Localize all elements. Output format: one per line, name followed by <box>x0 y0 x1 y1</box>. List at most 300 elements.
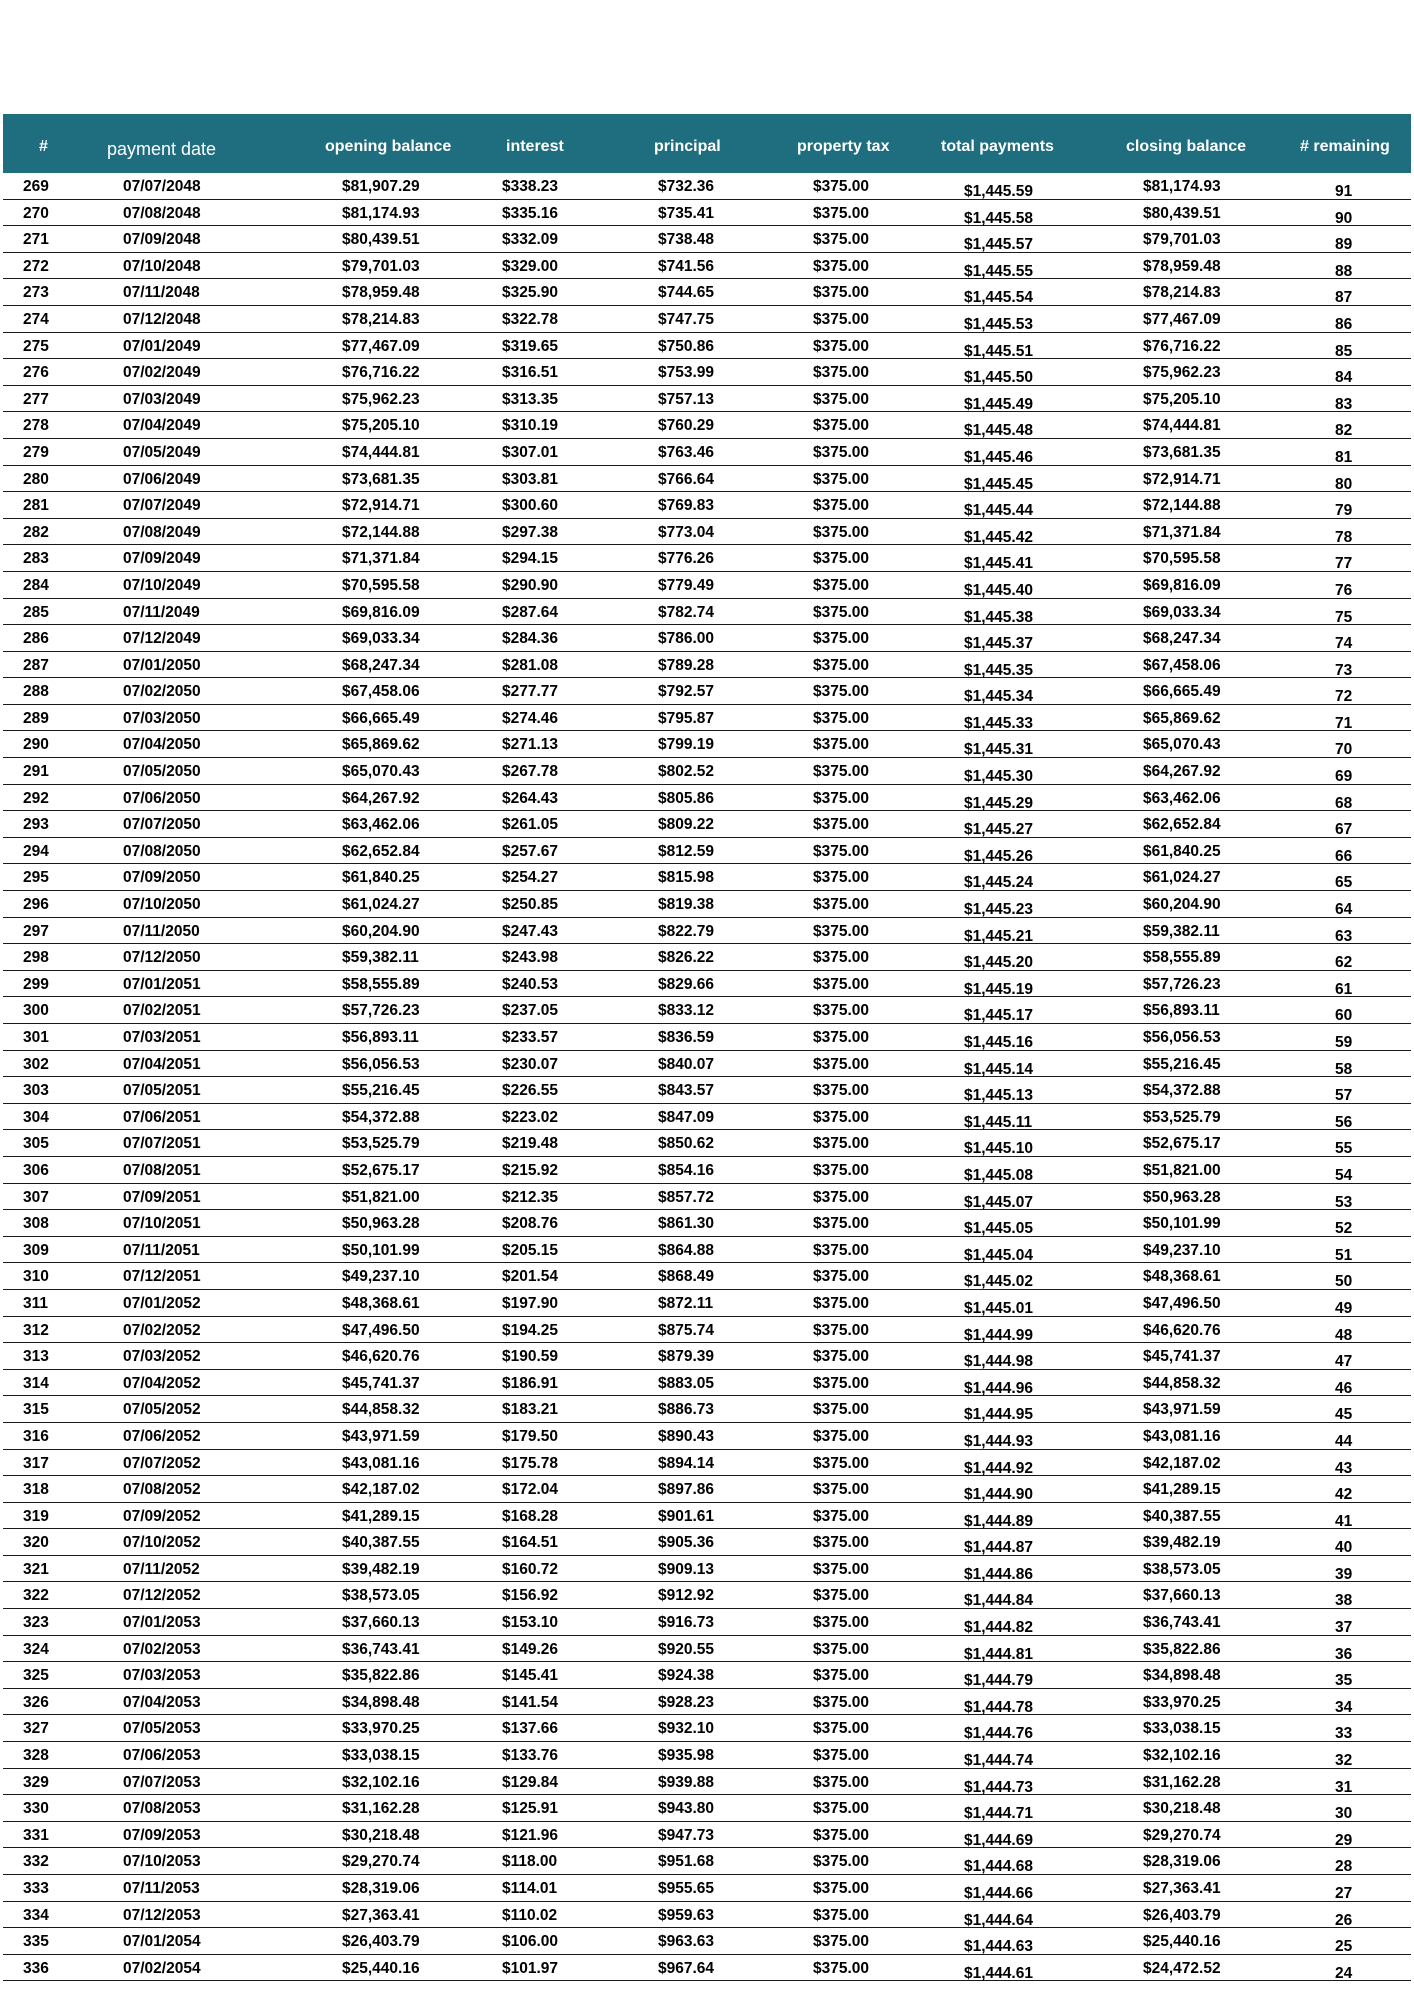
table-row <box>3 572 1411 599</box>
payments-remaining-cell: 47 <box>1335 1353 1353 1371</box>
property-tax-cell: $375.00 <box>813 603 870 621</box>
table-row <box>3 1370 1411 1397</box>
closing-balance-cell: $43,081.16 <box>1143 1427 1221 1445</box>
principal-cell: $850.62 <box>658 1135 715 1153</box>
closing-balance-cell: $41,289.15 <box>1143 1481 1221 1499</box>
table-row <box>3 1450 1411 1477</box>
interest-cell: $153.10 <box>502 1614 559 1632</box>
closing-balance-cell: $75,205.10 <box>1143 390 1221 408</box>
opening-balance-cell: $30,218.48 <box>342 1826 420 1844</box>
row-number-cell: 304 <box>23 1108 49 1126</box>
interest-cell: $284.36 <box>502 630 559 648</box>
opening-balance-cell: $48,368.61 <box>342 1294 420 1312</box>
opening-balance-cell: $75,205.10 <box>342 417 420 435</box>
principal-cell: $879.39 <box>658 1348 715 1366</box>
closing-balance-cell: $63,462.06 <box>1143 789 1221 807</box>
payments-remaining-cell: 67 <box>1335 821 1353 839</box>
row-number-cell: 303 <box>23 1082 49 1100</box>
table-row <box>3 173 1411 200</box>
row-number-cell: 313 <box>23 1348 49 1366</box>
opening-balance-cell: $64,267.92 <box>342 789 420 807</box>
total-payments-cell: $1,445.33 <box>964 714 1033 732</box>
table-body <box>3 173 1411 1981</box>
principal-cell: $955.65 <box>658 1880 715 1897</box>
interest-cell: $240.53 <box>502 975 559 993</box>
table-row <box>3 1609 1411 1636</box>
principal-cell: $769.83 <box>658 497 715 515</box>
payments-remaining-cell: 77 <box>1335 555 1353 573</box>
table-row <box>3 1636 1411 1663</box>
closing-balance-cell: $67,458.06 <box>1143 656 1221 674</box>
property-tax-cell: $375.00 <box>813 1906 870 1924</box>
row-number-cell: 326 <box>23 1693 49 1711</box>
payment-date-cell: 07/12/2051 <box>123 1268 201 1286</box>
payments-remaining-cell: 53 <box>1335 1193 1353 1211</box>
total-payments-cell: $1,445.44 <box>964 502 1033 520</box>
total-payments-cell: $1,445.01 <box>964 1299 1033 1317</box>
total-payments-cell: $1,444.71 <box>964 1805 1033 1823</box>
closing-balance-cell: $56,056.53 <box>1143 1029 1221 1046</box>
row-number-cell: 333 <box>23 1880 49 1897</box>
payment-date-cell: 07/03/2050 <box>123 709 201 727</box>
table-row <box>3 838 1411 865</box>
property-tax-cell: $375.00 <box>813 1959 870 1977</box>
property-tax-cell: $375.00 <box>813 656 870 674</box>
closing-balance-cell: $50,101.99 <box>1143 1215 1221 1233</box>
payments-remaining-cell: 33 <box>1335 1725 1353 1743</box>
row-number-cell: 272 <box>23 257 49 275</box>
property-tax-cell: $375.00 <box>813 683 870 701</box>
property-tax-cell: $375.00 <box>813 1188 870 1206</box>
opening-balance-cell: $81,174.93 <box>342 204 420 222</box>
property-tax-cell: $375.00 <box>813 1587 870 1605</box>
opening-balance-cell: $65,869.62 <box>342 736 420 754</box>
payments-remaining-cell: 76 <box>1335 581 1353 599</box>
total-payments-cell: $1,445.19 <box>964 980 1033 998</box>
row-number-cell: 296 <box>23 896 49 914</box>
row-number-cell: 310 <box>23 1268 49 1286</box>
payment-date-cell: 07/08/2050 <box>123 842 201 860</box>
total-payments-cell: $1,445.48 <box>964 422 1033 440</box>
payments-remaining-cell: 84 <box>1335 369 1353 387</box>
row-number-cell: 270 <box>23 204 49 222</box>
closing-balance-cell: $50,963.28 <box>1143 1188 1221 1206</box>
interest-cell: $215.92 <box>502 1161 559 1179</box>
table-row <box>3 359 1411 386</box>
total-payments-cell: $1,445.40 <box>964 581 1033 599</box>
closing-balance-cell: $65,070.43 <box>1143 736 1221 754</box>
table-row <box>3 1902 1411 1929</box>
interest-cell: $233.57 <box>502 1029 559 1046</box>
total-payments-cell: $1,444.76 <box>964 1725 1033 1743</box>
property-tax-cell: $375.00 <box>813 364 870 382</box>
principal-cell: $901.61 <box>658 1507 715 1525</box>
closing-balance-cell: $79,701.03 <box>1143 231 1221 249</box>
payment-date-cell: 07/01/2052 <box>123 1294 201 1312</box>
principal-cell: $809.22 <box>658 816 715 834</box>
row-number-cell: 277 <box>23 390 49 408</box>
table-row <box>3 1077 1411 1104</box>
total-payments-cell: $1,444.93 <box>964 1432 1033 1450</box>
payments-remaining-cell: 61 <box>1335 980 1353 998</box>
payment-date-cell: 07/12/2052 <box>123 1587 201 1605</box>
row-number-cell: 285 <box>23 603 49 621</box>
total-payments-cell: $1,445.37 <box>964 635 1033 653</box>
row-number-cell: 294 <box>23 842 49 860</box>
row-number-cell: 289 <box>23 709 49 727</box>
table-row <box>3 1928 1411 1955</box>
payments-remaining-cell: 80 <box>1335 475 1353 493</box>
total-payments-cell: $1,444.78 <box>964 1698 1033 1716</box>
payments-remaining-cell: 46 <box>1335 1379 1353 1397</box>
closing-balance-cell: $28,319.06 <box>1143 1853 1221 1871</box>
payment-date-cell: 07/10/2053 <box>123 1853 201 1871</box>
table-row <box>3 1582 1411 1609</box>
row-number-cell: 281 <box>23 497 49 515</box>
payments-remaining-cell: 90 <box>1335 209 1353 227</box>
table-row <box>3 1503 1411 1530</box>
table-row <box>3 306 1411 333</box>
payments-remaining-cell: 49 <box>1335 1299 1353 1317</box>
row-number-cell: 273 <box>23 284 49 302</box>
row-number-cell: 327 <box>23 1720 49 1738</box>
closing-balance-cell: $46,620.76 <box>1143 1321 1221 1339</box>
opening-balance-cell: $26,403.79 <box>342 1933 420 1951</box>
property-tax-cell: $375.00 <box>813 1082 870 1100</box>
property-tax-cell: $375.00 <box>813 1933 870 1951</box>
payment-date-cell: 07/07/2050 <box>123 816 201 834</box>
col-header-principal: principal <box>654 138 721 155</box>
payments-remaining-cell: 52 <box>1335 1220 1353 1238</box>
table-row <box>3 1476 1411 1503</box>
payment-date-cell: 07/05/2051 <box>123 1082 201 1100</box>
row-number-cell: 274 <box>23 310 49 328</box>
property-tax-cell: $375.00 <box>813 284 870 302</box>
total-payments-cell: $1,445.10 <box>964 1140 1033 1158</box>
principal-cell: $799.19 <box>658 736 715 754</box>
table-row <box>3 519 1411 546</box>
principal-cell: $747.75 <box>658 310 715 328</box>
property-tax-cell: $375.00 <box>813 869 870 887</box>
payments-remaining-cell: 75 <box>1335 608 1353 626</box>
payment-date-cell: 07/11/2052 <box>123 1560 200 1578</box>
opening-balance-cell: $78,214.83 <box>342 310 420 328</box>
payments-remaining-cell: 82 <box>1335 422 1353 440</box>
payments-remaining-cell: 70 <box>1335 741 1353 759</box>
col-header-interest: interest <box>506 138 564 155</box>
property-tax-cell: $375.00 <box>813 1321 870 1339</box>
closing-balance-cell: $52,675.17 <box>1143 1135 1221 1153</box>
interest-cell: $261.05 <box>502 816 559 834</box>
payment-date-cell: 07/08/2048 <box>123 204 201 222</box>
row-number-cell: 316 <box>23 1427 49 1445</box>
principal-cell: $789.28 <box>658 656 715 674</box>
opening-balance-cell: $52,675.17 <box>342 1161 420 1179</box>
payment-date-cell: 07/09/2049 <box>123 550 201 568</box>
payment-date-cell: 07/11/2053 <box>123 1880 200 1897</box>
principal-cell: $822.79 <box>658 922 715 940</box>
opening-balance-cell: $51,821.00 <box>342 1188 420 1206</box>
principal-cell: $792.57 <box>658 683 715 701</box>
payment-date-cell: 07/12/2050 <box>123 949 201 967</box>
principal-cell: $883.05 <box>658 1374 715 1392</box>
property-tax-cell: $375.00 <box>813 1029 870 1046</box>
total-payments-cell: $1,445.21 <box>964 927 1033 945</box>
col-header-opening-balance: opening balance <box>325 138 452 155</box>
property-tax-cell: $375.00 <box>813 975 870 993</box>
row-number-cell: 291 <box>23 763 49 781</box>
closing-balance-cell: $81,174.93 <box>1143 178 1221 195</box>
payments-remaining-cell: 64 <box>1335 901 1353 919</box>
opening-balance-cell: $71,371.84 <box>342 550 420 568</box>
total-payments-cell: $1,445.24 <box>964 874 1033 892</box>
principal-cell: $829.66 <box>658 975 715 993</box>
principal-cell: $782.74 <box>658 603 715 621</box>
property-tax-cell: $375.00 <box>813 417 870 435</box>
property-tax-cell: $375.00 <box>813 470 870 488</box>
closing-balance-cell: $39,482.19 <box>1143 1534 1221 1552</box>
principal-cell: $843.57 <box>658 1082 715 1100</box>
opening-balance-cell: $31,162.28 <box>342 1800 420 1818</box>
closing-balance-cell: $78,214.83 <box>1143 284 1221 302</box>
payments-remaining-cell: 57 <box>1335 1087 1353 1105</box>
table-row <box>3 1848 1411 1875</box>
total-payments-cell: $1,444.81 <box>964 1645 1033 1663</box>
payments-remaining-cell: 39 <box>1335 1565 1353 1583</box>
total-payments-cell: $1,445.38 <box>964 608 1033 626</box>
row-number-cell: 309 <box>23 1241 49 1259</box>
payment-date-cell: 07/11/2051 <box>123 1241 200 1259</box>
interest-cell: $271.13 <box>502 736 559 754</box>
table-row <box>3 731 1411 758</box>
closing-balance-cell: $37,660.13 <box>1143 1587 1221 1605</box>
interest-cell: $201.54 <box>502 1268 559 1286</box>
principal-cell: $897.86 <box>658 1481 715 1499</box>
table-row <box>3 864 1411 891</box>
payments-remaining-cell: 50 <box>1335 1273 1353 1291</box>
principal-cell: $732.36 <box>658 178 715 195</box>
closing-balance-cell: $57,726.23 <box>1143 975 1221 993</box>
col-header-total-payments: total payments <box>941 138 1054 155</box>
opening-balance-cell: $58,555.89 <box>342 975 420 993</box>
interest-cell: $290.90 <box>502 576 559 594</box>
interest-cell: $335.16 <box>502 204 559 222</box>
opening-balance-cell: $56,893.11 <box>342 1029 419 1046</box>
opening-balance-cell: $72,914.71 <box>342 497 420 515</box>
principal-cell: $802.52 <box>658 763 715 781</box>
interest-cell: $208.76 <box>502 1215 559 1233</box>
interest-cell: $141.54 <box>502 1693 559 1711</box>
interest-cell: $338.23 <box>502 178 559 195</box>
closing-balance-cell: $42,187.02 <box>1143 1454 1221 1472</box>
opening-balance-cell: $75,962.23 <box>342 390 420 408</box>
property-tax-cell: $375.00 <box>813 1640 870 1658</box>
payments-remaining-cell: 43 <box>1335 1459 1353 1477</box>
opening-balance-cell: $74,444.81 <box>342 443 420 461</box>
payment-date-cell: 07/06/2053 <box>123 1747 201 1765</box>
principal-cell: $847.09 <box>658 1108 715 1126</box>
closing-balance-cell: $32,102.16 <box>1143 1747 1221 1765</box>
principal-cell: $890.43 <box>658 1427 715 1445</box>
principal-cell: $905.36 <box>658 1534 715 1552</box>
property-tax-cell: $375.00 <box>813 390 870 408</box>
principal-cell: $812.59 <box>658 842 715 860</box>
property-tax-cell: $375.00 <box>813 257 870 275</box>
total-payments-cell: $1,445.11 <box>964 1113 1033 1131</box>
interest-cell: $190.59 <box>502 1348 559 1366</box>
principal-cell: $947.73 <box>658 1826 715 1844</box>
total-payments-cell: $1,445.14 <box>964 1060 1033 1078</box>
principal-cell: $854.16 <box>658 1161 715 1179</box>
table-row <box>3 811 1411 838</box>
total-payments-cell: $1,444.68 <box>964 1858 1033 1876</box>
row-number-cell: 328 <box>23 1747 49 1765</box>
closing-balance-cell: $74,444.81 <box>1143 417 1221 435</box>
payments-remaining-cell: 44 <box>1335 1432 1353 1450</box>
total-payments-cell: $1,445.30 <box>964 768 1033 786</box>
payment-date-cell: 07/02/2054 <box>123 1959 201 1977</box>
payment-date-cell: 07/07/2053 <box>123 1773 201 1791</box>
property-tax-cell: $375.00 <box>813 1747 870 1765</box>
total-payments-cell: $1,445.58 <box>964 209 1033 227</box>
payment-date-cell: 07/02/2051 <box>123 1002 201 1020</box>
total-payments-cell: $1,445.34 <box>964 688 1033 706</box>
row-number-cell: 279 <box>23 443 49 461</box>
property-tax-cell: $375.00 <box>813 523 870 541</box>
payments-remaining-cell: 88 <box>1335 262 1353 280</box>
closing-balance-cell: $77,467.09 <box>1143 310 1221 328</box>
table-header <box>3 114 1411 173</box>
opening-balance-cell: $55,216.45 <box>342 1082 420 1100</box>
col-header-property-tax: property tax <box>797 138 890 155</box>
payments-remaining-cell: 87 <box>1335 289 1353 307</box>
payments-remaining-cell: 69 <box>1335 768 1353 786</box>
principal-cell: $875.74 <box>658 1321 715 1339</box>
total-payments-cell: $1,445.35 <box>964 661 1033 679</box>
total-payments-cell: $1,445.31 <box>964 741 1033 759</box>
table-row <box>3 918 1411 945</box>
principal-cell: $760.29 <box>658 417 715 435</box>
property-tax-cell: $375.00 <box>813 1135 870 1153</box>
interest-cell: $101.97 <box>502 1959 559 1977</box>
closing-balance-cell: $60,204.90 <box>1143 896 1221 914</box>
total-payments-cell: $1,444.86 <box>964 1565 1033 1583</box>
table-row <box>3 1742 1411 1769</box>
principal-cell: $924.38 <box>658 1667 715 1685</box>
opening-balance-cell: $80,439.51 <box>342 231 420 249</box>
closing-balance-cell: $69,816.09 <box>1143 576 1221 594</box>
opening-balance-cell: $47,496.50 <box>342 1321 420 1339</box>
principal-cell: $795.87 <box>658 709 715 727</box>
closing-balance-cell: $56,893.11 <box>1143 1002 1220 1020</box>
total-payments-cell: $1,445.29 <box>964 794 1033 812</box>
interest-cell: $179.50 <box>502 1427 559 1445</box>
table-row <box>3 200 1411 227</box>
payment-date-cell: 07/01/2054 <box>123 1933 201 1951</box>
closing-balance-cell: $49,237.10 <box>1143 1241 1221 1259</box>
opening-balance-cell: $34,898.48 <box>342 1693 420 1711</box>
total-payments-cell: $1,445.49 <box>964 395 1033 413</box>
interest-cell: $294.15 <box>502 550 559 568</box>
principal-cell: $939.88 <box>658 1773 715 1791</box>
closing-balance-cell: $72,914.71 <box>1143 470 1221 488</box>
table-row <box>3 944 1411 971</box>
table-row <box>3 1263 1411 1290</box>
property-tax-cell: $375.00 <box>813 1880 870 1897</box>
interest-cell: $223.02 <box>502 1108 559 1126</box>
payments-remaining-cell: 83 <box>1335 395 1353 413</box>
row-number-cell: 332 <box>23 1853 49 1871</box>
payments-remaining-cell: 71 <box>1335 714 1353 732</box>
closing-balance-cell: $76,716.22 <box>1143 337 1221 355</box>
interest-cell: $118.00 <box>502 1853 558 1871</box>
row-number-cell: 320 <box>23 1534 49 1552</box>
property-tax-cell: $375.00 <box>813 1693 870 1711</box>
payment-date-cell: 07/08/2051 <box>123 1161 201 1179</box>
row-number-cell: 275 <box>23 337 49 355</box>
closing-balance-cell: $25,440.16 <box>1143 1933 1221 1951</box>
property-tax-cell: $375.00 <box>813 1374 870 1392</box>
row-number-cell: 311 <box>23 1294 49 1312</box>
principal-cell: $744.65 <box>658 284 715 302</box>
opening-balance-cell: $81,907.29 <box>342 178 420 195</box>
row-number-cell: 292 <box>23 789 49 807</box>
total-payments-cell: $1,444.87 <box>964 1539 1033 1557</box>
table-row <box>3 279 1411 306</box>
payments-remaining-cell: 32 <box>1335 1752 1353 1770</box>
interest-cell: $313.35 <box>502 390 559 408</box>
total-payments-cell: $1,444.95 <box>964 1406 1033 1424</box>
property-tax-cell: $375.00 <box>813 1268 870 1286</box>
property-tax-cell: $375.00 <box>813 1800 870 1818</box>
closing-balance-cell: $30,218.48 <box>1143 1800 1221 1818</box>
table-row <box>3 1343 1411 1370</box>
opening-balance-cell: $27,363.41 <box>342 1906 420 1924</box>
row-number-cell: 306 <box>23 1161 49 1179</box>
opening-balance-cell: $60,204.90 <box>342 922 420 940</box>
opening-balance-cell: $65,070.43 <box>342 763 420 781</box>
opening-balance-cell: $77,467.09 <box>342 337 420 355</box>
total-payments-cell: $1,444.98 <box>964 1353 1033 1371</box>
closing-balance-cell: $44,858.32 <box>1143 1374 1221 1392</box>
interest-cell: $307.01 <box>502 443 559 461</box>
closing-balance-cell: $45,741.37 <box>1143 1348 1221 1366</box>
closing-balance-cell: $61,024.27 <box>1143 869 1221 887</box>
opening-balance-cell: $67,458.06 <box>342 683 420 701</box>
row-number-cell: 276 <box>23 364 49 382</box>
payment-date-cell: 07/02/2053 <box>123 1640 201 1658</box>
closing-balance-cell: $62,652.84 <box>1143 816 1221 834</box>
row-number-cell: 295 <box>23 869 49 887</box>
table-row <box>3 599 1411 626</box>
opening-balance-cell: $40,387.55 <box>342 1534 420 1552</box>
property-tax-cell: $375.00 <box>813 576 870 594</box>
table-row <box>3 1157 1411 1184</box>
payment-date-cell: 07/08/2049 <box>123 523 201 541</box>
property-tax-cell: $375.00 <box>813 550 870 568</box>
interest-cell: $212.35 <box>502 1188 559 1206</box>
row-number-cell: 287 <box>23 656 49 674</box>
table-row <box>3 412 1411 439</box>
interest-cell: $133.76 <box>502 1747 559 1765</box>
row-number-cell: 300 <box>23 1002 49 1020</box>
interest-cell: $237.05 <box>502 1002 559 1020</box>
opening-balance-cell: $50,963.28 <box>342 1215 420 1233</box>
total-payments-cell: $1,445.54 <box>964 289 1033 307</box>
opening-balance-cell: $43,971.59 <box>342 1427 420 1445</box>
table-row <box>3 226 1411 253</box>
total-payments-cell: $1,445.20 <box>964 954 1033 972</box>
